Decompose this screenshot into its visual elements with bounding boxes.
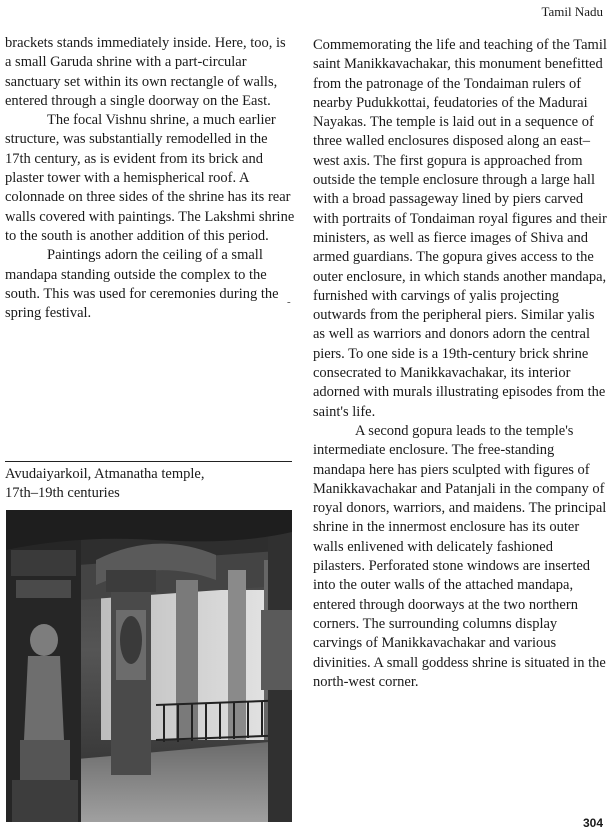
caption-line-2: 17th–19th centuries <box>5 485 120 501</box>
page-number: 304 <box>582 816 603 830</box>
running-header: Tamil Nadu <box>541 4 603 19</box>
left-paragraph-3: Paintings adorn the ceiling of a small mandapa standing outside the complex to the south. This was used for ceremonies during the spring festival. <box>5 247 279 322</box>
right-paragraph-2: A second gopura leads to the temple's intermediate enclosure. The free-standing mandapa here has piers sculpted with figures of Manikkavachakar and Patanjali in the company of royal donors, warriors, and maidens. The principal shrine in the innermost enclosure has its outer walls enlivened with delicately fashioned pilasters. Perforated stone windows are inserted into the outer walls of the attached mandapa, entered through doorways at the two northern corners. The surrounding columns display carvings of Manikkavachakar and various divinities. A small goddess shrine is situated in the north-west corner. <box>313 422 607 690</box>
photo-caption <box>5 465 295 503</box>
right-column <box>313 36 608 692</box>
left-column <box>5 34 295 323</box>
left-paragraph-1: brackets stands immediately inside. Here, too, is a small Garuda shrine with a part-circular sanctuary set within its own rectangle of walls, entered through a single doorway on the East. <box>5 35 286 109</box>
temple-photo <box>6 510 292 822</box>
right-paragraph-1: Commemorating the life and teaching of the Tamil saint Manikkavachakar, this monument benefitted from the patronage of the Tondaiman rulers of nearby Pudukkottai, feudatories of the Madurai Nayakas. The temple is laid out in a sequence of three walled enclosures disposed along an east–west axis. The first gopura is approached from outside the temple enclosure through a large hall with a broad passageway lined by piers carved with portraits of Tondaiman royal figures and their ministers, as well as fierce images of Shiva and armed guardians. The gopura gives access to the outer enclosure, in which stands another mandapa, furnished with carvings of yalis projecting outwards from the peripheral piers. Similar yalis as well as warriors and donors adorn the central piers. To one side is a 19th-century brick shrine consecrated to Manikkavachakar, its interior adorned with murals illustrating episodes from the saint's life. <box>313 37 607 420</box>
caption-divider <box>5 461 292 462</box>
left-paragraph-2: The focal Vishnu shrine, a much earlier structure, was substantially remodelled in the 17th century, as is evident from its brick and plaster tower with a hemispherical roof. A colonnade on three sides of the shrine has its rear walls covered with paintings. The Lakshmi shrine to the south is another addition of this period. <box>5 112 295 244</box>
caption-line-1: Avudaiyarkoil, Atmanatha temple, <box>5 466 205 482</box>
stray-mark: - <box>287 296 291 308</box>
